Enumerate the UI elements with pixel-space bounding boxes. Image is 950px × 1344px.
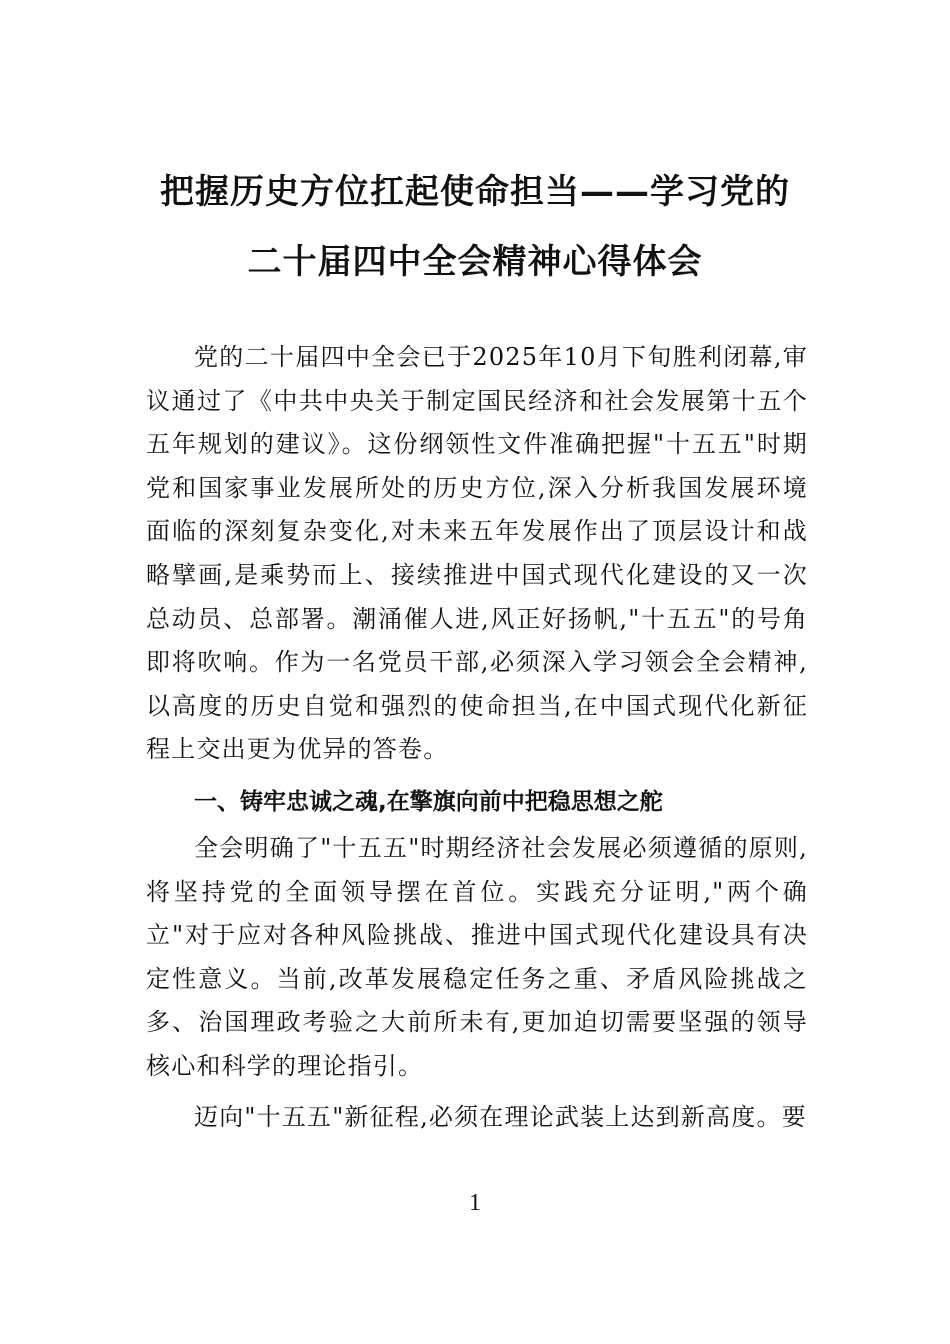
body-paragraph-2 xyxy=(146,827,808,1089)
paragraph-text: 党的二十届四中全会已于2025年10月下旬胜利闭幕,审议通过了《中共中央关于制定国民经济和社会发展第十五个五年规划的建议》。这份纲领性文件准确把握"十五五"时期党和国家事业发展所处的历史方位,深入分析我国发展环境面临的深刻复杂变化,对未来五年发展作出了顶层设计和战略擘画,是乘势而上、接续推进中国式现代化建设的又一次总动员、总部署。潮涌催人进,风正好扬帆,"十五五"的号角即将吹响。作为一名党员干部,必须深入学习领会全会精神,以高度的历史自觉和强烈的使命担当,在中国式现代化新征程上交出更为优异的答卷。 xyxy=(146,343,808,764)
page-number: 1 xyxy=(469,1190,481,1216)
body-paragraph-3 xyxy=(146,1096,808,1140)
paragraph-text: 迈向"十五五"新征程,必须在理论武装上达到新高度。要 xyxy=(194,1103,807,1131)
paragraph-text: 全会明确了"十五五"时期经济社会发展必须遵循的原则,将坚持党的全面领导摆在首位。实践充分证明,"两个确立"对于应对各种风险挑战、推进中国式现代化建设具有决定性意义。当前,改革发展稳定任务之重、矛盾风险挑战之多、治国理政考验之大前所未有,更加迫切需要坚强的领导核心和科学的理论指引。 xyxy=(146,834,808,1080)
body-paragraph-intro xyxy=(146,336,808,772)
section-heading-1: 一、铸牢忠诚之魂,在擎旗向前中把稳思想之舵 xyxy=(194,789,663,815)
title-line-1: 把握历史方位扛起使命担当——学习党的 xyxy=(160,172,790,212)
title-line-2: 二十届四中全会精神心得体会 xyxy=(247,242,703,282)
